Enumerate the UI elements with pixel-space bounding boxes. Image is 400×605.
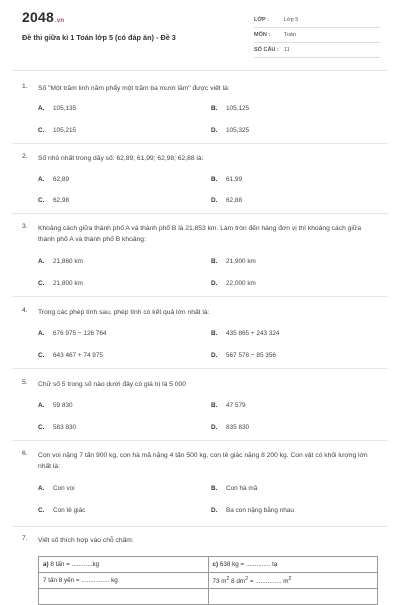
meta-key: SỐ CÂU : bbox=[254, 47, 279, 53]
option-letter: D. bbox=[211, 424, 218, 431]
meta-value: Lớp 5 bbox=[284, 17, 299, 23]
meta-row-subject bbox=[254, 29, 380, 43]
question-number: 2. bbox=[22, 153, 28, 160]
logo-text: 2048 bbox=[22, 9, 54, 25]
table-row bbox=[39, 589, 378, 605]
option-letter: B. bbox=[211, 105, 218, 112]
divider bbox=[12, 440, 388, 441]
option-text: 59 830 bbox=[53, 402, 73, 409]
option-text: 105,125 bbox=[226, 105, 250, 112]
option-text: 567 578 − 85 356 bbox=[226, 352, 276, 359]
option-letter: D. bbox=[211, 352, 218, 359]
option-c[interactable] bbox=[38, 424, 76, 431]
meta-row-question-count bbox=[254, 44, 380, 58]
option-d[interactable] bbox=[211, 424, 249, 431]
cell-text: 7 tấn 8 yến = ................ kg bbox=[43, 577, 118, 584]
option-d[interactable] bbox=[211, 197, 242, 204]
option-text: 21,900 km bbox=[226, 258, 256, 265]
option-letter: A. bbox=[38, 402, 45, 409]
option-d[interactable] bbox=[211, 127, 249, 134]
page-header bbox=[0, 0, 400, 70]
option-a[interactable] bbox=[38, 176, 69, 183]
question-text: Số nhỏ nhất trong dãy số: 62,89; 61,99; 62,98; 62,88 là: bbox=[38, 155, 204, 162]
option-text: Con hà mã bbox=[226, 485, 258, 492]
meta-value: 11 bbox=[284, 47, 290, 53]
option-text: 583 830 bbox=[53, 424, 77, 431]
question-text: Viết số thích hợp vào chỗ chấm: bbox=[38, 537, 134, 544]
cell-text: = ............... m bbox=[248, 578, 289, 586]
option-text: 643 467 + 74 975 bbox=[53, 352, 103, 359]
option-letter: A. bbox=[38, 485, 45, 492]
option-text: 62,89 bbox=[53, 176, 69, 183]
table-cell-c2[interactable] bbox=[208, 573, 378, 589]
option-text: 21,860 km bbox=[53, 258, 83, 265]
option-letter: D. bbox=[211, 507, 218, 514]
question-text: Trong các phép tính sau, phép tính có kết quả lớn nhất là: bbox=[38, 309, 210, 316]
table-cell-a[interactable] bbox=[39, 557, 209, 573]
divider bbox=[12, 296, 388, 297]
option-d[interactable] bbox=[211, 352, 276, 359]
option-a[interactable] bbox=[38, 485, 75, 492]
option-text: 47 579 bbox=[226, 402, 246, 409]
table-cell-a2[interactable] bbox=[39, 573, 209, 589]
option-text: 62,88 bbox=[226, 197, 242, 204]
option-letter: C. bbox=[38, 424, 45, 431]
option-letter: B. bbox=[211, 402, 218, 409]
divider bbox=[12, 70, 388, 71]
option-a[interactable] bbox=[38, 105, 76, 112]
superscript: 2 bbox=[226, 575, 230, 582]
option-text: Con tê giác bbox=[53, 507, 86, 514]
option-a[interactable] bbox=[38, 258, 83, 265]
option-letter: A. bbox=[38, 330, 45, 337]
option-text: 105,135 bbox=[53, 105, 77, 112]
option-c[interactable] bbox=[38, 280, 83, 287]
option-d[interactable] bbox=[211, 507, 294, 514]
cell-text: 8 tấn = ............kg bbox=[48, 561, 100, 568]
option-letter: B. bbox=[211, 258, 218, 265]
cell-text: 638 kg = .............. tạ bbox=[218, 561, 278, 568]
option-text: 105,325 bbox=[226, 127, 250, 134]
question-text: Khoảng cách giữa thành phố A và thành phố B là 21,853 km. Làm tròn đến hàng đơn vị thì khoảng cách giữa thành phố A và thành phố B khoảng: bbox=[38, 225, 362, 243]
option-a[interactable] bbox=[38, 402, 73, 409]
option-letter: B. bbox=[211, 330, 218, 337]
cell-label: a) bbox=[43, 561, 49, 568]
question-number: 7. bbox=[22, 535, 28, 542]
question-text: Chữ số 5 trong số nào dưới đây có giá trị là 5 000 bbox=[38, 381, 186, 388]
divider bbox=[12, 213, 388, 214]
divider bbox=[12, 526, 388, 527]
option-b[interactable] bbox=[211, 176, 242, 183]
option-c[interactable] bbox=[38, 127, 76, 134]
option-letter: A. bbox=[38, 258, 45, 265]
fill-in-table bbox=[38, 556, 378, 605]
option-b[interactable] bbox=[211, 105, 249, 112]
question-text: Số "Một trăm linh năm phẩy một trăm ba mươi lăm" được viết là: bbox=[38, 85, 230, 92]
meta-key: MÔN : bbox=[254, 32, 271, 38]
option-text: 835 830 bbox=[226, 424, 250, 431]
divider bbox=[12, 143, 388, 144]
option-letter: D. bbox=[211, 197, 218, 204]
question-number: 6. bbox=[22, 450, 28, 457]
option-b[interactable] bbox=[211, 402, 246, 409]
option-letter: A. bbox=[38, 176, 45, 183]
site-logo[interactable] bbox=[22, 9, 64, 25]
option-b[interactable] bbox=[211, 258, 256, 265]
document-title: Đề thi giữa kì 1 Toán lớp 5 (có đáp án) - Đề 3 bbox=[22, 33, 176, 42]
option-b[interactable] bbox=[211, 485, 257, 492]
table-cell-c[interactable] bbox=[208, 557, 378, 573]
logo-suffix: .vn bbox=[54, 18, 65, 24]
option-text: 676 975 − 126 764 bbox=[53, 330, 107, 337]
option-letter: B. bbox=[211, 176, 218, 183]
meta-value: Toán bbox=[284, 32, 296, 38]
option-letter: D. bbox=[211, 280, 218, 287]
option-text: 22,000 km bbox=[226, 280, 256, 287]
meta-key: LỚP : bbox=[254, 17, 269, 23]
option-a[interactable] bbox=[38, 330, 106, 337]
option-text: 21,800 km bbox=[53, 280, 83, 287]
cell-text: 8 dm bbox=[229, 578, 246, 586]
option-text: Con voi bbox=[53, 485, 75, 492]
option-letter: A. bbox=[38, 105, 45, 112]
option-text: 435 865 + 243 324 bbox=[226, 330, 280, 337]
option-b[interactable] bbox=[211, 330, 279, 337]
option-letter: C. bbox=[38, 127, 45, 134]
option-text: 61,99 bbox=[226, 176, 242, 183]
superscript: 2 bbox=[245, 575, 249, 582]
option-d[interactable] bbox=[211, 280, 256, 287]
question-number: 5. bbox=[22, 379, 28, 386]
table-cell-empty bbox=[208, 589, 378, 605]
cell-label: c) bbox=[212, 561, 219, 568]
option-letter: D. bbox=[211, 127, 218, 134]
option-c[interactable] bbox=[38, 352, 103, 359]
option-text: 62,98 bbox=[53, 197, 69, 204]
option-letter: C. bbox=[38, 197, 45, 204]
option-c[interactable] bbox=[38, 197, 69, 204]
option-letter: C. bbox=[38, 352, 45, 359]
table-row bbox=[39, 573, 378, 589]
question-number: 3. bbox=[22, 223, 28, 230]
table-row bbox=[39, 557, 378, 573]
option-text: 105,215 bbox=[53, 127, 77, 134]
meta-row-class bbox=[254, 14, 380, 28]
question-number: 1. bbox=[22, 83, 28, 90]
option-c[interactable] bbox=[38, 507, 85, 514]
question-number: 4. bbox=[22, 307, 28, 314]
table-cell-empty bbox=[39, 589, 209, 605]
option-text: Ba con nặng bằng nhau bbox=[226, 507, 294, 514]
superscript: 2 bbox=[288, 575, 292, 582]
question-text: Con voi nặng 7 tấn 900 kg, con hà mã nặng 4 tấn 500 kg, con tê giác nặng 8 200 kg. Con vật có khối lượng lớn nhất là: bbox=[38, 452, 368, 470]
cell-text: 73 m bbox=[212, 578, 227, 586]
option-letter: C. bbox=[38, 280, 45, 287]
option-letter: C. bbox=[38, 507, 45, 514]
option-letter: B. bbox=[211, 485, 218, 492]
divider bbox=[12, 368, 388, 369]
